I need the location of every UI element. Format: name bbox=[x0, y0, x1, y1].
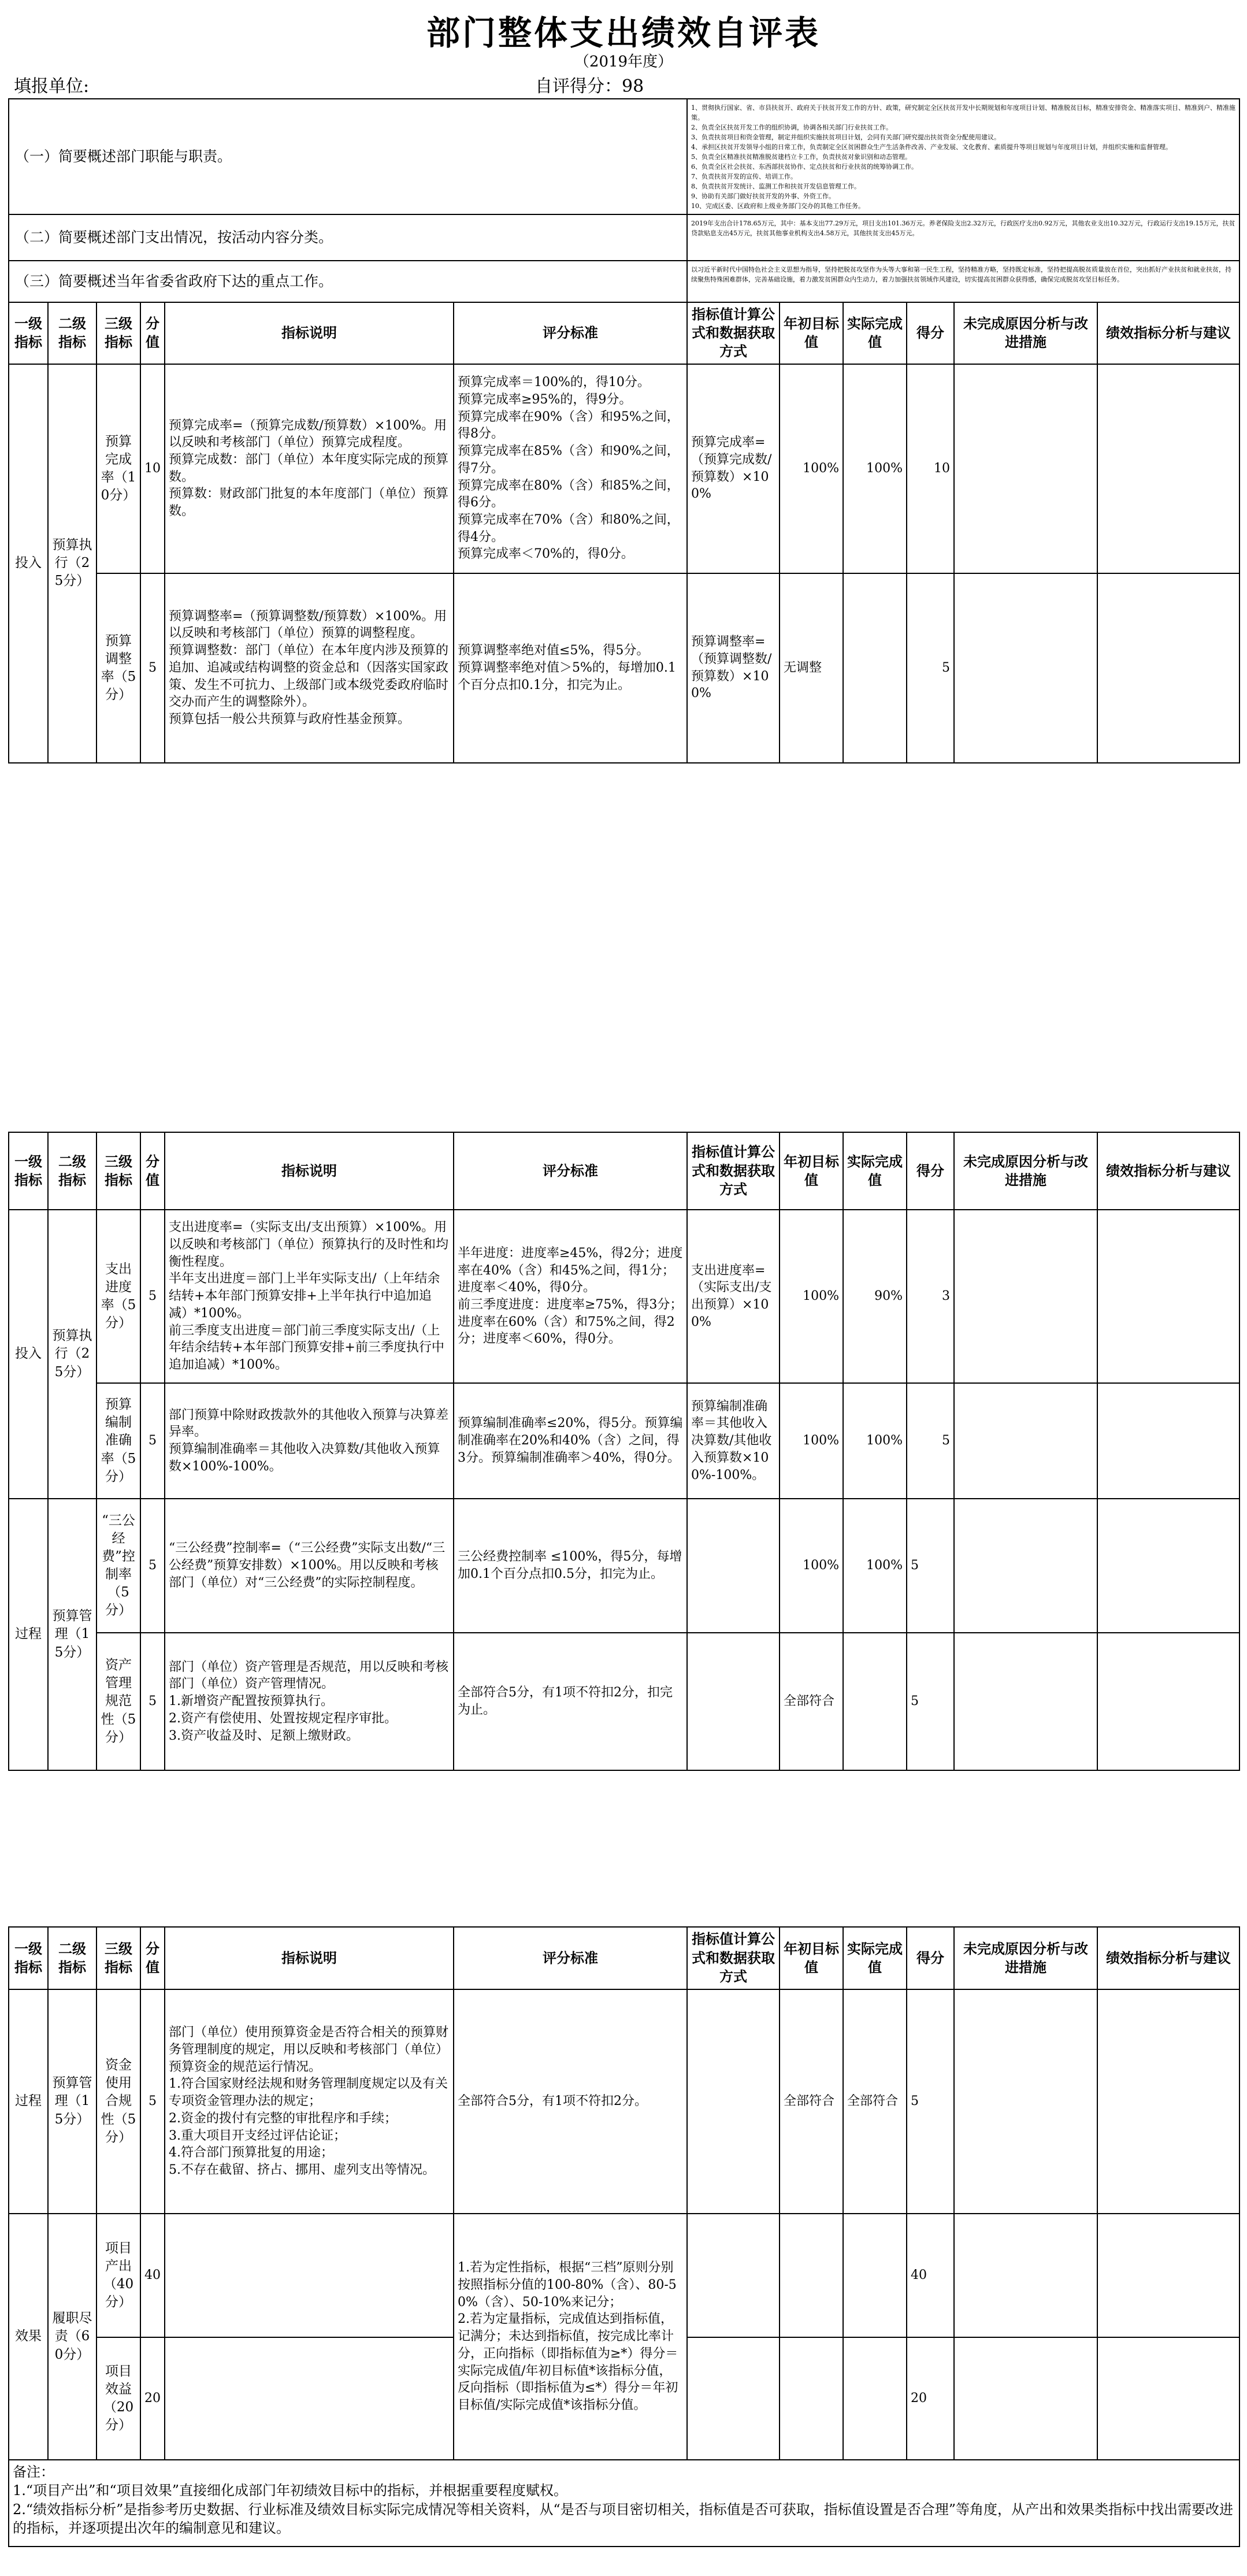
score-cell: 5 bbox=[140, 1383, 165, 1499]
l3-cell: 支出进度率（5分） bbox=[97, 1210, 140, 1383]
header-got: 得分 bbox=[907, 1927, 954, 1989]
target-cell: 100% bbox=[780, 1499, 843, 1633]
suggest-cell bbox=[1097, 573, 1239, 763]
l3-cell: 预算编制准确率（5分） bbox=[97, 1383, 140, 1499]
table-1 bbox=[8, 98, 1240, 763]
l2-cell: 预算管理（15分） bbox=[48, 1989, 97, 2214]
header-reason: 未完成原因分析与改进措施 bbox=[954, 1132, 1097, 1210]
header-actual: 实际完成值 bbox=[843, 1927, 907, 1989]
header-l1: 一级指标 bbox=[9, 1132, 48, 1210]
header-formula: 指标值计算公式和数据获取方式 bbox=[687, 1927, 780, 1989]
got-cell: 20 bbox=[907, 2337, 954, 2460]
criteria-cell: 半年进度：进度率≥45%，得2分；进度率在40%（含）和45%之间，得1分；进度率＜40%，得0分。 前三季度进度：进度率≥75%，得3分；进度率在60%（含）和75%之间，得2分；进度率＜60%，得0分。 bbox=[454, 1210, 687, 1383]
table-row bbox=[9, 2214, 1239, 2337]
table-row bbox=[9, 1383, 1239, 1499]
criteria-cell: 三公经费控制率 ≤100%，得5分，每增加0.1个百分点扣0.5分，扣完为止。 bbox=[454, 1499, 687, 1633]
l3-cell: 项目产出（40分） bbox=[97, 2214, 140, 2337]
fill-unit-label: 填报单位: bbox=[14, 76, 90, 97]
header-row bbox=[9, 1927, 1239, 1989]
target-cell: 100% bbox=[780, 1210, 843, 1383]
actual-cell: 100% bbox=[843, 1383, 907, 1499]
header-l1: 一级指标 bbox=[9, 1927, 48, 1989]
desc-cell: 部门（单位）资产管理是否规范，用以反映和考核部门（单位）资产管理情况。 1.新增资产配置按预算执行。 2.资产有偿使用、处置按规定程序审批。 3.资产收益及时、足额上缴财政。 bbox=[165, 1633, 454, 1770]
criteria-cell: 预算调整率绝对值≤5%，得5分。 预算调整率绝对值＞5%的，每增加0.1个百分点扣0.1分，扣完为止。 bbox=[454, 573, 687, 763]
got-cell: 5 bbox=[907, 573, 954, 763]
table-row bbox=[9, 573, 1239, 763]
l3-cell: 预算调整率（5分） bbox=[97, 573, 140, 763]
header-target: 年初目标值 bbox=[780, 1132, 843, 1210]
header-l2: 二级指标 bbox=[48, 1132, 97, 1210]
header-l2: 二级指标 bbox=[48, 1927, 97, 1989]
suggest-cell bbox=[1097, 1989, 1239, 2214]
got-cell: 5 bbox=[907, 1383, 954, 1499]
suggest-cell bbox=[1097, 1499, 1239, 1633]
actual-cell bbox=[843, 1633, 907, 1770]
fill-row bbox=[8, 67, 1239, 96]
got-cell: 40 bbox=[907, 2214, 954, 2337]
formula-cell bbox=[687, 1633, 780, 1770]
actual-cell bbox=[843, 573, 907, 763]
header-l3: 三级指标 bbox=[97, 302, 140, 364]
header-formula: 指标值计算公式和数据获取方式 bbox=[687, 1132, 780, 1210]
section-1-label: （一）简要概述部门职能与职责。 bbox=[9, 99, 687, 214]
header-l2: 二级指标 bbox=[48, 302, 97, 364]
header-target: 年初目标值 bbox=[780, 1927, 843, 1989]
l1-cell: 投入 bbox=[9, 364, 48, 763]
criteria-cell: 1.若为定性指标，根据“三档”原则分别按照指标分值的100-80%（含）、80-50%（含）、50-10%来记分； 2.若为定量指标，完成值达到指标值，记满分；未达到指标值，按完成比率计分，正向指标（即指标值为≥*）得分＝实际完成值/年初目标值*该指标分值，反向指标（即指标值为≤*）得分＝年初目标值/实际完成值*该指标分值。 bbox=[454, 2214, 687, 2460]
header-score: 分值 bbox=[140, 1132, 165, 1210]
target-cell bbox=[780, 2214, 843, 2337]
score-cell: 5 bbox=[140, 573, 165, 763]
suggest-cell bbox=[1097, 1633, 1239, 1770]
desc-cell: “三公经费”控制率=（“三公经费”实际支出数/“三公经费”预算安排数）×100%。用以反映和考核部门（单位）对“三公经费”的实际控制程度。 bbox=[165, 1499, 454, 1633]
got-cell: 5 bbox=[907, 1499, 954, 1633]
criteria-cell: 预算编制准确率≤20%，得5分。预算编制准确率在20%和40%（含）之间，得3分。预算编制准确率＞40%，得0分。 bbox=[454, 1383, 687, 1499]
header-criteria: 评分标准 bbox=[454, 1132, 687, 1210]
actual-cell bbox=[843, 2337, 907, 2460]
reason-cell bbox=[954, 2337, 1097, 2460]
header-score: 分值 bbox=[140, 302, 165, 364]
table-2 bbox=[8, 1132, 1240, 1771]
reason-cell bbox=[954, 2214, 1097, 2337]
score-cell: 40 bbox=[140, 2214, 165, 2337]
header-suggest: 绩效指标分析与建议 bbox=[1097, 302, 1239, 364]
actual-cell bbox=[843, 2214, 907, 2337]
desc-cell: 部门（单位）使用预算资金是否符合相关的预算财务管理制度的规定，用以反映和考核部门（单位）预算资金的规范运行情况。 1.符合国家财经法规和财务管理制度规定以及有关专项资金管理办法的规定； 2.资金的拨付有完整的审批程序和手续； 3.重大项目开支经过评估论证； 4.符合部门预算批复的用途； 5.不存在截留、挤占、挪用、虚列支出等情况。 bbox=[165, 1989, 454, 2214]
header-formula: 指标值计算公式和数据获取方式 bbox=[687, 302, 780, 364]
section-row-2 bbox=[9, 214, 1239, 261]
table-row bbox=[9, 364, 1239, 573]
header-got: 得分 bbox=[907, 1132, 954, 1210]
table-row bbox=[9, 1633, 1239, 1770]
header-actual: 实际完成值 bbox=[843, 1132, 907, 1210]
header-target: 年初目标值 bbox=[780, 302, 843, 364]
formula-cell: 预算编制准确率＝其他收入决算数/其他收入预算数×100%-100%。 bbox=[687, 1383, 780, 1499]
score-cell: 5 bbox=[140, 1989, 165, 2214]
reason-cell bbox=[954, 1633, 1097, 1770]
suggest-cell bbox=[1097, 2337, 1239, 2460]
header-criteria: 评分标准 bbox=[454, 302, 687, 364]
reason-cell bbox=[954, 1989, 1097, 2214]
l3-cell: 资金使用合规性（5分） bbox=[97, 1989, 140, 2214]
header-actual: 实际完成值 bbox=[843, 302, 907, 364]
suggest-cell bbox=[1097, 1210, 1239, 1383]
section-2-content: 2019年支出合计178.65万元，其中：基本支出77.29万元，项目支出101.36万元。养老保险支出2.32万元，行政医疗支出0.92万元，其他农业支出10.32万元，行政运行支出19.15万元，扶贫贷款贴息支出45万元，扶贫其他事业机构支出4.58万元，其他扶贫支出45万元。 bbox=[687, 214, 1239, 261]
header-criteria: 评分标准 bbox=[454, 1927, 687, 1989]
desc-cell: 预算调整率=（预算调整数/预算数）×100%。用以反映和考核部门（单位）预算的调整程度。 预算调整数：部门（单位）在本年度内涉及预算的追加、追减或结构调整的资金总和（因落实国家政策、发生不可抗力、上级部门或本级党委政府临时交办而产生的调整除外）。 预算包括一般公共预算与政府性基金预算。 bbox=[165, 573, 454, 763]
header-reason: 未完成原因分析与改进措施 bbox=[954, 302, 1097, 364]
l3-cell: 预算完成率（10分） bbox=[97, 364, 140, 573]
suggest-cell bbox=[1097, 2214, 1239, 2337]
desc-cell: 部门预算中除财政拨款外的其他收入预算与决算差异率。 预算编制准确率＝其他收入决算数/其他收入预算数×100%-100%。 bbox=[165, 1383, 454, 1499]
formula-cell: 预算调整率=（预算调整数/预算数）×100% bbox=[687, 573, 780, 763]
section-2-label: （二）简要概述部门支出情况，按活动内容分类。 bbox=[9, 214, 687, 261]
desc-cell: 预算完成率=（预算完成数/预算数）×100%。用以反映和考核部门（单位）预算完成程度。 预算完成数：部门（单位）本年度实际完成的预算数。 预算数：财政部门批复的本年度部门（单位）预算数。 bbox=[165, 364, 454, 573]
actual-cell: 90% bbox=[843, 1210, 907, 1383]
criteria-cell: 预算完成率＝100%的，得10分。 预算完成率≥95%的，得9分。 预算完成率在90%（含）和95%之间，得8分。 预算完成率在85%（含）和90%之间，得7分。 预算完成率在80%（含）和85%之间，得6分。 预算完成率在70%（含）和80%之间，得4分。 预算完成率＜70%的，得0分。 bbox=[454, 364, 687, 573]
reason-cell bbox=[954, 1210, 1097, 1383]
actual-cell: 100% bbox=[843, 1499, 907, 1633]
score-cell: 10 bbox=[140, 364, 165, 573]
header-row bbox=[9, 302, 1239, 364]
section-row-1 bbox=[9, 99, 1239, 214]
section-1-content: 1、贯彻执行国家、省、市县扶贫开、政府关于扶贫开发工作的方针、政策，研究制定全区扶贫开发中长期规划和年度项目计划、精准脱贫目标，精准安排资金、精准落实项目、精准到户、精准施策。 2、负责全区扶贫开发工作的组织协调，协调各相关部门行业扶贫工作。 3、负责扶贫项目和资金管理，制定并组织实施扶贫项目计划，会同有关部门研究提出扶贫资金分配使用建议。 4、承担区扶贫开发领导小组的日常工作，负责制定全区贫困群众生产生活条件改善、产业发展、文化教育、素质提升等项目规划与年度项目计划，并组织实施和监督管理。 5、负责全区精准扶贫精准脱贫建档立卡工作，负责扶贫对象识别和动态管理。 6、负责全区社会扶贫、东西部扶贫协作、定点扶贫和行业扶贫的统筹协调工作。 7、负责扶贫开发的宣传、培训工作。 8、负责扶贫开发统计、监测工作和扶贫开发信息管理工作。 9、协助有关部门做好扶贫开发的外事、外资工作。 10、完成区委、区政府和上级业务部门交办的其他工作任务。 bbox=[687, 99, 1239, 214]
suggest-cell bbox=[1097, 364, 1239, 573]
l3-cell: “三公经费”控制率（5分） bbox=[97, 1499, 140, 1633]
criteria-cell: 全部符合5分，有1项不符扣2分，扣完为止。 bbox=[454, 1633, 687, 1770]
header-score: 分值 bbox=[140, 1927, 165, 1989]
self-score-label: 自评得分：98 bbox=[535, 76, 644, 97]
formula-cell bbox=[687, 1989, 780, 2214]
got-cell: 5 bbox=[907, 1633, 954, 1770]
score-cell: 5 bbox=[140, 1499, 165, 1633]
table-row bbox=[9, 1210, 1239, 1383]
target-cell: 全部符合 bbox=[780, 1633, 843, 1770]
header-suggest: 绩效指标分析与建议 bbox=[1097, 1132, 1239, 1210]
header-reason: 未完成原因分析与改进措施 bbox=[954, 1927, 1097, 1989]
got-cell: 5 bbox=[907, 1989, 954, 2214]
l1-cell: 投入 bbox=[9, 1210, 48, 1499]
notes-cell: 备注： 1.“项目产出”和“项目效果”直接细化成部门年初绩效目标中的指标，并根据重要程度赋权。 2.“绩效指标分析”是指参考历史数据、行业标准及绩效目标实际完成情况等相关资料，从“是否与项目密切相关，指标值是否可获取，指标值设置是否合理”等角度，从产出和效果类指标中找出需要改进的指标，并逐项提出次年的编制意见和建议。 bbox=[9, 2460, 1239, 2547]
section-3-content: 以习近平新时代中国特色社会主义思想为指导，坚持把脱贫攻坚作为头等大事和第一民生工程，坚持精准方略，坚持既定标准，坚持把提高脱贫质量放在首位，突出抓好产业扶贫和就业扶贫，持续聚焦特殊困难群体，完善基础设施，着力激发贫困群众内生动力，着力加强扶贫领域作风建设，切实提高贫困群众获得感，确保完成脱贫攻坚目标任务。 bbox=[687, 261, 1239, 302]
section-row-3 bbox=[9, 261, 1239, 302]
header-suggest: 绩效指标分析与建议 bbox=[1097, 1927, 1239, 1989]
got-cell: 10 bbox=[907, 364, 954, 573]
l3-cell: 资产管理规范性（5分） bbox=[97, 1633, 140, 1770]
l1-cell: 过程 bbox=[9, 1989, 48, 2214]
target-cell: 全部符合 bbox=[780, 1989, 843, 2214]
reason-cell bbox=[954, 1383, 1097, 1499]
table-3 bbox=[8, 1926, 1240, 2547]
table-row bbox=[9, 1989, 1239, 2214]
header-row bbox=[9, 1132, 1239, 1210]
got-cell: 3 bbox=[907, 1210, 954, 1383]
target-cell: 无调整 bbox=[780, 573, 843, 763]
formula-cell bbox=[687, 1499, 780, 1633]
desc-cell bbox=[165, 2214, 454, 2337]
formula-cell: 支出进度率=（实际支出/支出预算）×100% bbox=[687, 1210, 780, 1383]
reason-cell bbox=[954, 573, 1097, 763]
actual-cell: 全部符合 bbox=[843, 1989, 907, 2214]
l1-cell: 效果 bbox=[9, 2214, 48, 2460]
header-l3: 三级指标 bbox=[97, 1132, 140, 1210]
target-cell: 100% bbox=[780, 364, 843, 573]
suggest-cell bbox=[1097, 1383, 1239, 1499]
header-l3: 三级指标 bbox=[97, 1927, 140, 1989]
l1-cell: 过程 bbox=[9, 1499, 48, 1770]
target-cell bbox=[780, 2337, 843, 2460]
target-cell: 100% bbox=[780, 1383, 843, 1499]
notes-row bbox=[9, 2460, 1239, 2547]
header-got: 得分 bbox=[907, 302, 954, 364]
formula-cell bbox=[687, 2337, 780, 2460]
reason-cell bbox=[954, 364, 1097, 573]
page-title: 部门整体支出绩效自评表 bbox=[426, 13, 821, 53]
actual-cell: 100% bbox=[843, 364, 907, 573]
l2-cell: 履职尽责（60分） bbox=[48, 2214, 97, 2460]
reason-cell bbox=[954, 1499, 1097, 1633]
desc-cell bbox=[165, 2337, 454, 2460]
l3-cell: 项目效益（20分） bbox=[97, 2337, 140, 2460]
formula-cell: 预算完成率=（预算完成数/预算数）×100% bbox=[687, 364, 780, 573]
header-desc: 指标说明 bbox=[165, 1132, 454, 1210]
l2-cell: 预算管理（15分） bbox=[48, 1499, 97, 1770]
score-cell: 5 bbox=[140, 1210, 165, 1383]
header-desc: 指标说明 bbox=[165, 1927, 454, 1989]
criteria-cell: 全部符合5分，有1项不符扣2分。 bbox=[454, 1989, 687, 2214]
header-desc: 指标说明 bbox=[165, 302, 454, 364]
score-cell: 20 bbox=[140, 2337, 165, 2460]
header-l1: 一级指标 bbox=[9, 302, 48, 364]
l2-cell: 预算执行（25分） bbox=[48, 1210, 97, 1499]
formula-cell bbox=[687, 2214, 780, 2337]
section-3-label: （三）简要概述当年省委省政府下达的重点工作。 bbox=[9, 261, 687, 302]
desc-cell: 支出进度率=（实际支出/支出预算）×100%。用以反映和考核部门（单位）预算执行的及时性和均衡性程度。 半年支出进度＝部门上半年实际支出/（上年结余结转+本年部门预算安排+上半年执行中追加追减）*100%。 前三季度支出进度＝部门前三季度实际支出/（上年结余结转+本年部门预算安排+前三季度执行中追加追减）*100%。 bbox=[165, 1210, 454, 1383]
table-row bbox=[9, 1499, 1239, 1633]
page-subtitle: （2019年度） bbox=[574, 53, 673, 71]
score-cell: 5 bbox=[140, 1633, 165, 1770]
l2-cell: 预算执行（25分） bbox=[48, 364, 97, 763]
